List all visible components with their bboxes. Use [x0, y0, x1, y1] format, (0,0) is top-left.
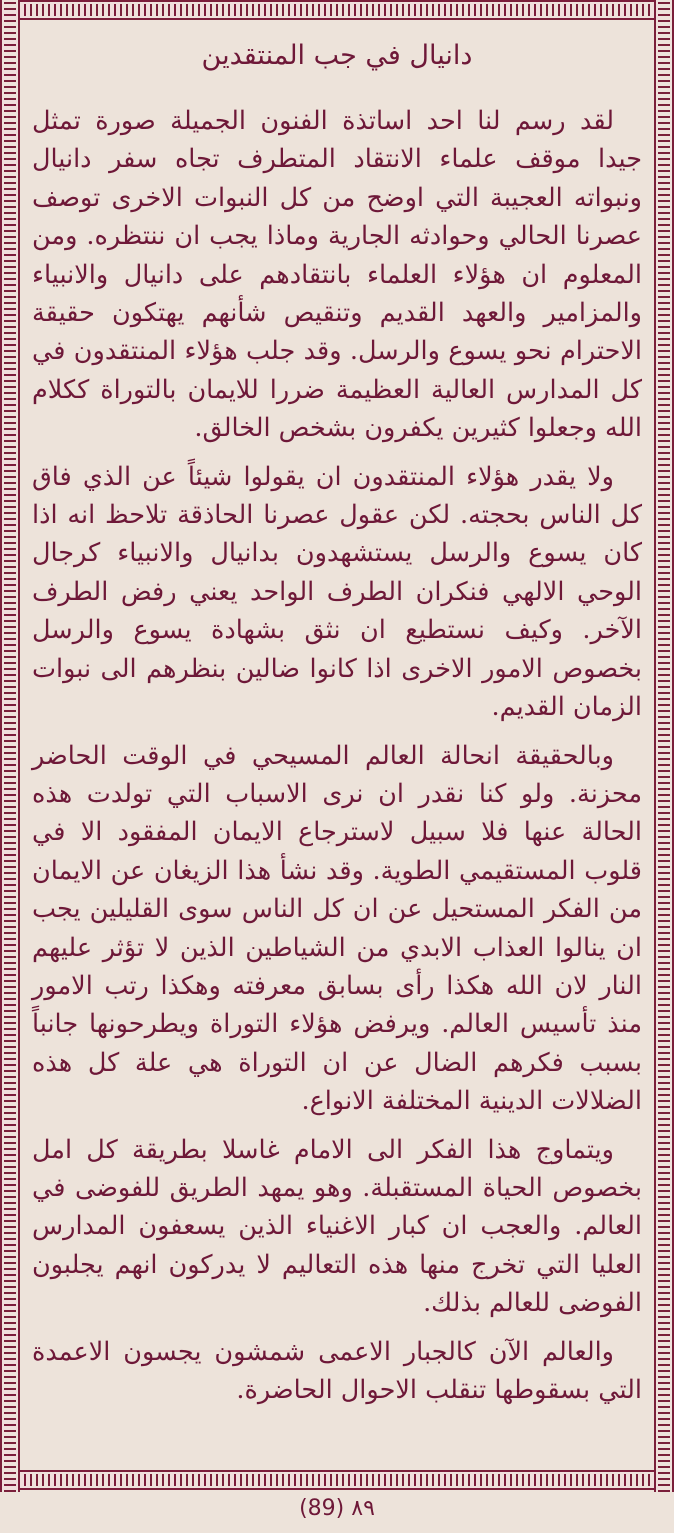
paragraph-4: ويتماوج هذا الفكر الى الامام غاسلا بطريقة كل امل بخصوص الحياة المستقبلة. وهو يمهد الطريق للفوضى في العالم. والعجب ان كبار الاغنياء الذين يسعفون المدارس العليا التي تخرج منها هذه التعاليم لا يدركون انهم يجلبون الفوضى للعالم بذلك.	[32, 1134, 642, 1319]
paragraph-2: ولا يقدر هؤلاء المنتقدون ان يقولوا شيئاً عن الذي فاق كل الناس بحجته. لكن عقول عصرنا الحاذقة تلاحظ انه اذا كان يسوع والرسل يستشهدون بدانيال والانبياء كرجال الوحي الالهي فنكران الطرف الواحد يعني رفض الطرف الآخر. وكيف نستطيع ان نثق بشهادة يسوع والرسل بخصوص الامور الاخرى اذا كانوا ضالين بنظرهم الى نبوات الزمان القديم.	[32, 461, 642, 723]
paragraph-5: والعالم الآن كالجبار الاعمى شمشون يجسون الاعمدة التي بسقوطها تنقلب الاحوال الحاضرة.	[32, 1336, 642, 1405]
paragraph-1: لقد رسم لنا احد اساتذة الفنون الجميلة صورة تمثل جيدا موقف علماء الانتقاد المتطرف تجاه سفر دانيال ونبواته العجيبة التي اوضح من كل النبوات الاخرى توصف عصرنا الحالي وحوادثه الجارية وماذا يجب ان ننتظره. ومن المعلوم ان هؤلاء العلماء بانتقادهم على دانيال والانبياء والمزامير والعهد القديم وتنقيص شأنهم يهتكون حقيقة الاحترام نحو يسوع والرسل. وقد جلب هؤلاء المنتقدون في كل المدارس العالية العظيمة ضررا للايمان بالتوراة ككلام الله وجعلوا كثيرين يكفرون بشخص الخالق.	[32, 106, 642, 444]
page-number: (89) ٨٩	[299, 1496, 375, 1521]
decorative-border-top	[0, 0, 674, 20]
article-title: دانيال في جب المنتقدين	[201, 40, 473, 71]
decorative-border-bottom	[0, 1470, 674, 1490]
article-body	[32, 34, 642, 1454]
decorative-border-right	[654, 0, 674, 1492]
decorative-border-left	[0, 0, 20, 1492]
paragraph-3: وبالحقيقة انحالة العالم المسيحي في الوقت الحاضر محزنة. ولو كنا نقدر ان نرى الاسباب التي تولدت هذه الحالة عنها فلا سبيل لاسترجاع الايمان المفقود الا في قلوب المستقيمي الطوية. وقد نشأ هذا الزيغان عن الايمان من الفكر المستحيل عن ان كل الناس سوى القليلين يجب ان ينالوا العذاب الابدي من الشياطين الذين لا تؤثر عليهم النار لان الله هكذا رأى بسابق معرفته وهكذا رتب الامور منذ تأسيس العالم. ويرفض هؤلاء التوراة ويطرحونها جانباً بسبب فكرهم الضال عن ان التوراة هي علة كل هذه الضلالات الدينية المختلفة الانواع.	[32, 740, 642, 1117]
